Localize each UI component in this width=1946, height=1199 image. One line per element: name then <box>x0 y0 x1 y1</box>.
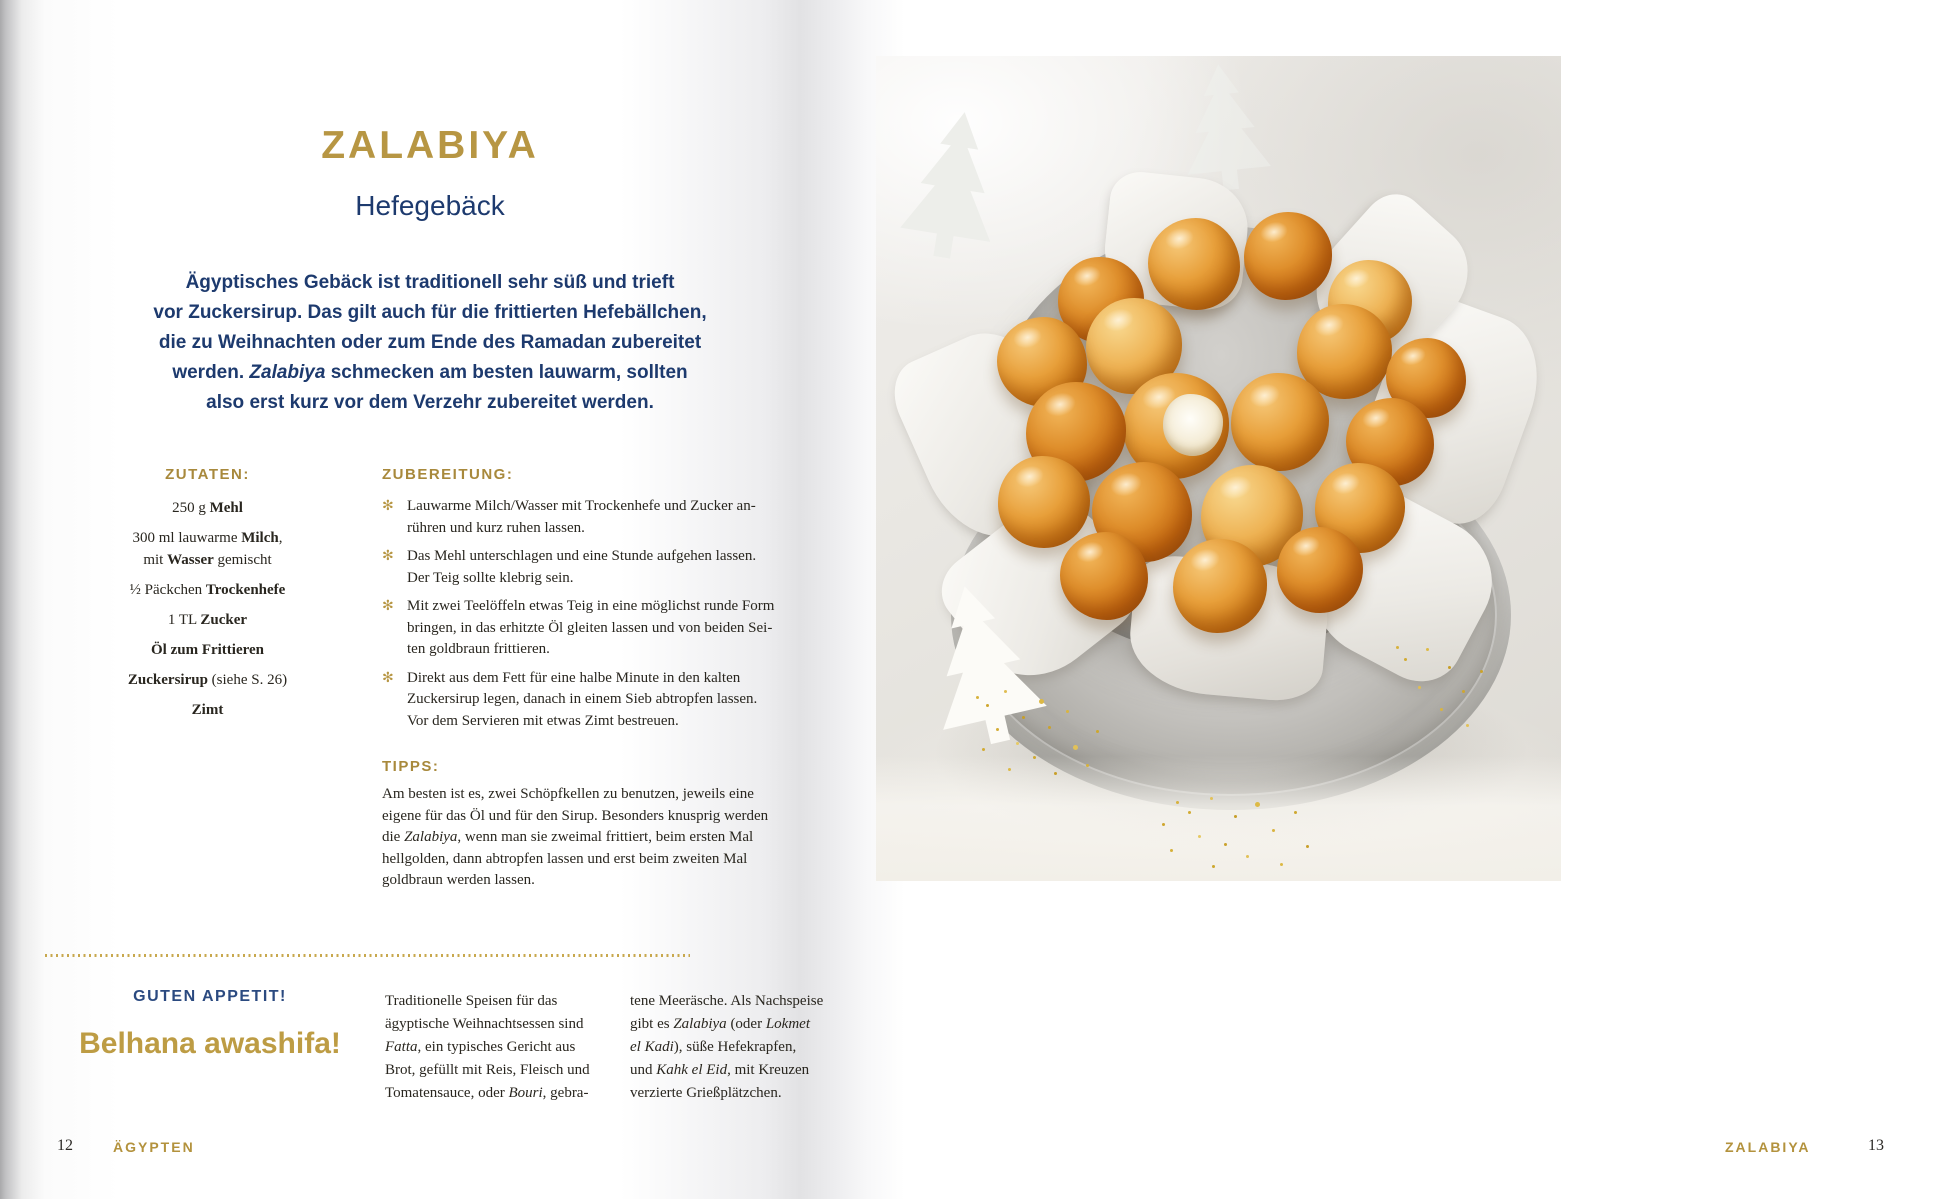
page-number-left: 12 <box>57 1137 73 1154</box>
gold-glitter <box>1396 646 1399 649</box>
text-line <box>382 849 812 871</box>
preparation-step <box>382 668 802 733</box>
snowflake-bullet-icon: ✻ <box>382 598 394 614</box>
text-line <box>407 496 756 518</box>
text-line <box>90 699 325 721</box>
snowflake-bullet-icon: ✻ <box>382 548 394 564</box>
text-line <box>385 1059 590 1082</box>
text-run: Direkt aus dem Fett für eine halbe Minute in den kalten <box>407 669 741 686</box>
text-run: Zalabiya <box>673 1016 727 1032</box>
text-run: Zuckersirup <box>127 672 208 688</box>
ingredients-header: ZUTATEN: <box>165 466 250 483</box>
text-run: die <box>382 829 405 845</box>
text-run: (siehe S. 26) <box>207 672 288 688</box>
dough-ball <box>1148 218 1240 310</box>
text-run: ½ Päckchen <box>129 582 206 598</box>
tips-header: TIPPS: <box>382 758 440 775</box>
text-line <box>407 518 756 540</box>
text-run: Zuckersirup legen, danach in einem Sieb abtropfen lassen. <box>407 691 758 707</box>
text-run: Zimt <box>191 702 224 718</box>
preparation-step <box>382 546 802 589</box>
text-run: el Kadi <box>630 1039 674 1055</box>
text-line <box>630 1036 823 1059</box>
text-run: 300 ml lauwarme <box>132 530 242 546</box>
text-run: Tomatensauce, oder <box>385 1085 509 1101</box>
text-run: Zalabiya <box>404 829 458 845</box>
preparation-step <box>382 496 802 539</box>
text-run: , mit Kreuzen <box>727 1062 810 1078</box>
text-line <box>630 1013 823 1036</box>
text-run: schmecken am besten lauwarm, sollten <box>325 362 688 383</box>
text-run: Mehl <box>209 500 243 516</box>
text-run: Mit zwei Teelöffeln etwas Teig in eine möglichst runde Form <box>407 598 775 614</box>
recipe-subtitle: Hefegebäck <box>355 190 505 221</box>
christmas-tree-ornament-icon <box>878 103 1024 295</box>
text-line <box>100 298 760 328</box>
ingredients-section <box>90 466 325 729</box>
text-line <box>90 639 325 661</box>
text-line <box>90 527 325 549</box>
tips-text <box>382 784 812 892</box>
text-line <box>407 689 757 711</box>
text-run: ten goldbraun frittieren. <box>407 641 550 657</box>
snowflake-bullet-icon: ✻ <box>382 669 394 686</box>
text-line <box>385 990 590 1013</box>
text-run: ), süße Hefekrapfen, <box>673 1039 797 1055</box>
text-line <box>407 668 757 690</box>
ingredients-list <box>90 497 325 721</box>
text-run: Das Mehl unterschlagen und eine Stunde aufgehen lassen. <box>407 548 757 564</box>
text-run: bringen, in das erhitzte Öl gleiten lassen und von beiden Sei- <box>407 619 773 636</box>
info-column-2 <box>630 990 823 1105</box>
text-run: also erst kurz vor dem Verzehr zubereitet werden. <box>206 392 654 413</box>
tips-section <box>382 758 812 892</box>
step-text <box>407 668 757 733</box>
text-line <box>385 1082 590 1105</box>
text-run: Bouri <box>508 1085 543 1101</box>
text-run: Brot, gefüllt mit Reis, Fleisch und <box>385 1062 590 1078</box>
preparation-steps <box>382 496 802 732</box>
text-line <box>90 579 325 601</box>
text-run: Lauwarme Milch/Wasser mit Trockenhefe und Zucker an- <box>407 498 756 514</box>
text-line <box>407 711 757 733</box>
text-run: Fatta <box>385 1039 418 1055</box>
text-run: tene Meeräsche. Als Nachspeise <box>630 993 824 1009</box>
ingredient-item <box>90 609 325 631</box>
bite-interior <box>1163 394 1222 455</box>
text-run: , ein typisches Gericht aus <box>417 1039 576 1055</box>
text-run: Kahk el Eid <box>656 1062 728 1078</box>
info-column-1 <box>385 990 590 1105</box>
text-run: die zu Weihnachten oder zum Ende des Ramadan zubereitet <box>158 332 702 353</box>
ingredient-item <box>90 579 325 601</box>
text-line <box>100 268 760 298</box>
text-run: Traditionelle Speisen für das <box>385 993 558 1009</box>
text-line <box>630 1082 823 1105</box>
dough-ball <box>998 456 1090 548</box>
text-run: goldbraun werden lassen. <box>382 872 535 888</box>
text-run: Der Teig sollte klebrig sein. <box>407 569 574 586</box>
recipe-title: ZALABIYA <box>321 124 539 167</box>
text-run: Öl zum Frittieren <box>150 642 265 658</box>
text-line <box>100 358 760 388</box>
snowflake-bullet-icon: ✻ <box>382 498 394 514</box>
text-run: ägyptische Weihnachtsessen sind <box>385 1016 584 1032</box>
text-line <box>382 784 812 806</box>
text-run: Lokmet <box>765 1016 811 1032</box>
step-text <box>407 496 756 539</box>
text-run: Ägyptisches Gebäck ist traditionell sehr süß und trieft <box>185 272 675 293</box>
preparation-step <box>382 596 802 661</box>
text-run: Zalabiya <box>249 362 326 383</box>
text-run: 250 g <box>172 500 210 516</box>
text-run: verzierte Grießplätzchen. <box>630 1085 782 1101</box>
bon-appetit-phrase: Belhana awashifa! <box>79 1027 341 1060</box>
preparation-section <box>382 466 802 739</box>
dough-ball <box>1060 532 1148 620</box>
text-line <box>630 1059 823 1082</box>
text-run: mit <box>143 552 168 568</box>
text-run: , gebra- <box>542 1085 589 1101</box>
text-run: werden. <box>172 362 250 383</box>
text-line <box>630 990 823 1013</box>
text-run: 1 TL <box>167 612 201 628</box>
text-run: Milch <box>241 530 279 546</box>
dough-ball <box>1231 373 1329 471</box>
text-run: Zucker <box>200 612 248 628</box>
recipe-photo <box>876 56 1561 881</box>
text-line <box>385 1036 590 1059</box>
lace-cloth <box>876 756 1561 881</box>
text-run: hellgolden, dann abtropfen lassen und erst beim zweiten Mal <box>382 850 748 867</box>
text-line <box>407 639 774 661</box>
text-run: rühren und kurz ruhen lassen. <box>407 519 585 536</box>
preparation-header: ZUBEREITUNG: <box>382 466 514 483</box>
step-text <box>407 546 756 589</box>
text-run: Vor dem Servieren mit etwas Zimt bestreuen. <box>407 712 679 729</box>
text-line <box>407 618 774 640</box>
chapter-label-left: ÄGYPTEN <box>113 1139 195 1155</box>
bon-appetit-block <box>60 988 360 1061</box>
chapter-label-right: ZALABIYA <box>1725 1139 1811 1155</box>
text-line <box>407 546 756 568</box>
text-run: , <box>278 530 283 546</box>
text-line <box>100 328 760 358</box>
gold-glitter <box>1176 801 1179 804</box>
text-run: und <box>630 1062 657 1078</box>
text-line <box>382 870 812 892</box>
gold-glitter <box>976 696 979 699</box>
text-line <box>90 669 325 691</box>
text-line <box>382 827 812 849</box>
step-text <box>407 596 774 661</box>
text-line <box>407 596 774 618</box>
text-line <box>90 549 325 571</box>
text-line <box>385 1013 590 1036</box>
bon-appetit-heading: GUTEN APPETIT! <box>133 988 287 1005</box>
recipe-intro <box>100 268 760 418</box>
text-line <box>90 497 325 519</box>
text-run: eigene für das Öl und für den Sirup. Besonders knusprig werden <box>382 807 769 824</box>
text-line <box>90 609 325 631</box>
text-run: gemischt <box>213 552 272 568</box>
text-run: vor Zuckersirup. Das gilt auch für die frittierten Hefebällchen, <box>153 302 707 323</box>
text-run: Wasser <box>167 552 214 568</box>
dough-ball <box>1277 527 1363 613</box>
page-number-right: 13 <box>1868 1137 1884 1154</box>
ingredient-item <box>90 669 325 691</box>
text-line <box>382 806 812 828</box>
ingredient-item <box>90 497 325 519</box>
text-line <box>100 388 760 418</box>
text-run: gibt es <box>630 1016 674 1032</box>
ingredient-item <box>90 699 325 721</box>
dotted-separator <box>45 954 690 957</box>
text-line <box>407 568 756 590</box>
text-run: Am besten ist es, zwei Schöpfkellen zu benutzen, jeweils eine <box>382 786 754 802</box>
ingredient-item <box>90 639 325 661</box>
text-run: Trockenhefe <box>205 582 286 598</box>
ingredient-item <box>90 527 325 571</box>
text-run: , wenn man sie zweimal frittiert, beim ersten Mal <box>457 829 754 845</box>
text-run: (oder <box>726 1016 766 1032</box>
